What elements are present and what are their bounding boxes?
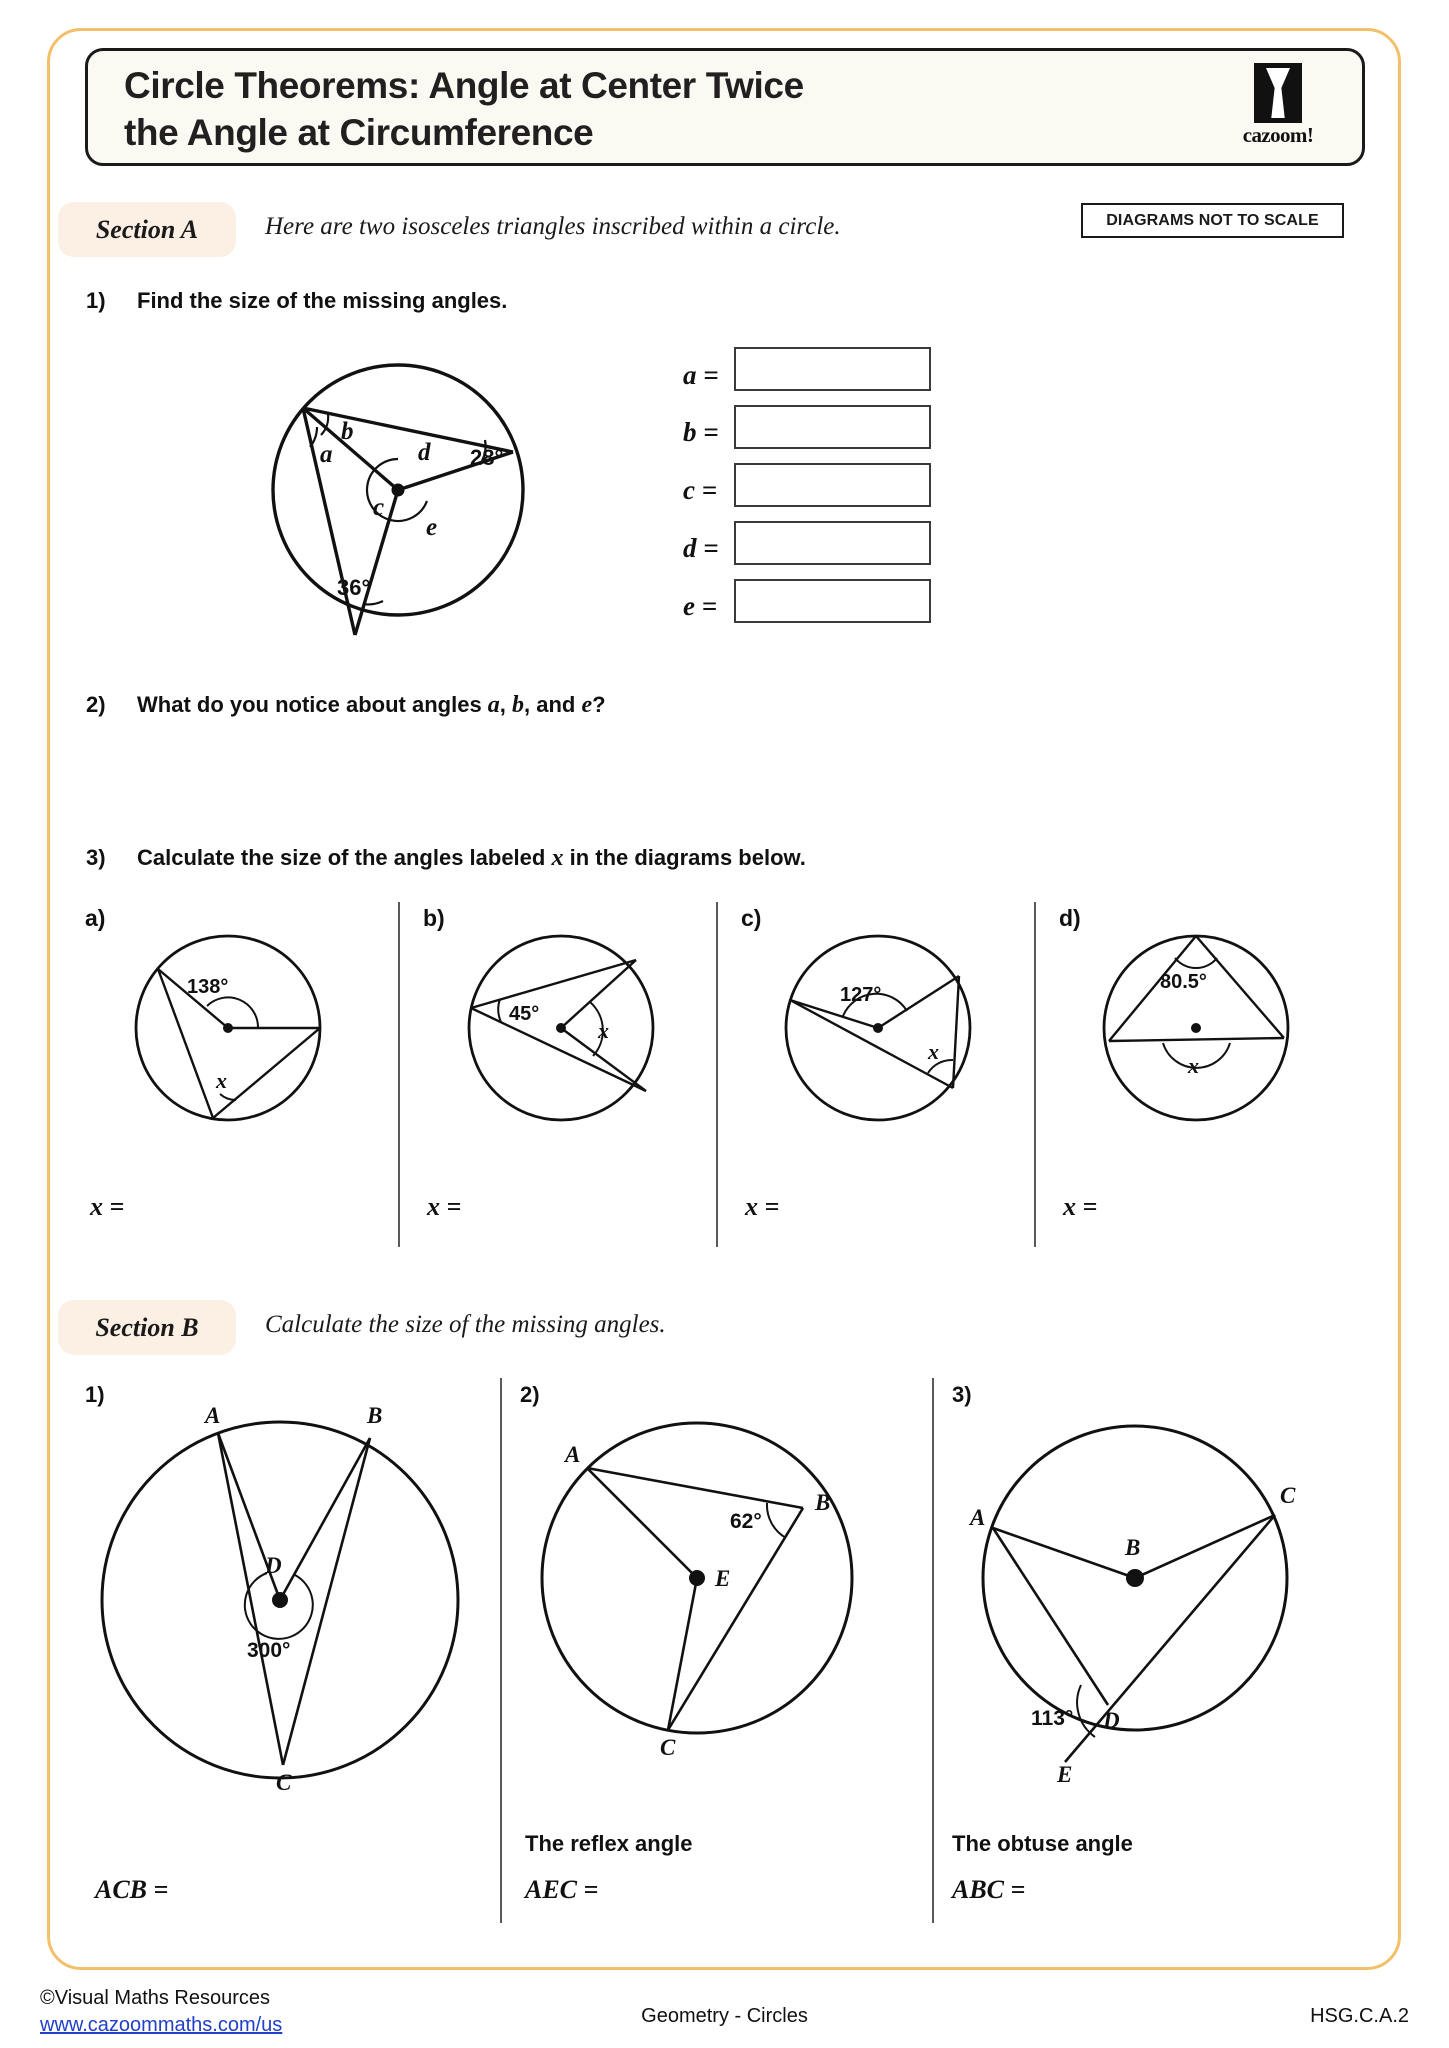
- q3-part-d-letter: d): [1059, 905, 1081, 931]
- q3-divider-1: [398, 902, 400, 1247]
- q3-part-c-diagram: [735, 928, 1025, 1128]
- question-2-sep2: , and: [524, 692, 582, 717]
- q1-label-b: b: [341, 418, 354, 445]
- section-b-3-point-B: B: [1125, 1535, 1141, 1560]
- section-b-3-point-E: E: [1057, 1762, 1073, 1787]
- section-b-1-given: 300°: [247, 1639, 291, 1662]
- q1-answer-label-b: b =: [683, 417, 719, 447]
- footer-website-link[interactable]: www.cazoommaths.com/us: [40, 2014, 283, 2036]
- question-2-var-a: a: [487, 692, 500, 718]
- section-b-item-2-diagram: [515, 1400, 895, 1770]
- section-b-subtitle: Calculate the size of the missing angles.: [265, 1311, 666, 1338]
- question-2-text: [137, 692, 606, 719]
- q3d-given: 80.5°: [1160, 971, 1207, 993]
- question-1-text: Find the size of the missing angles.: [137, 288, 508, 313]
- title-banner: [85, 48, 1365, 166]
- section-b-item-3-diagram: [945, 1400, 1345, 1800]
- section-b-3-point-C: C: [1280, 1483, 1296, 1508]
- q1-label-d: d: [418, 439, 431, 466]
- q1-circle-diagram: [255, 335, 575, 645]
- q1-answer-input-d[interactable]: [734, 521, 931, 565]
- section-b-item-1-answer-prompt: ACB =: [95, 1875, 169, 1904]
- q3-part-b-answer-prompt: x =: [427, 1192, 462, 1221]
- q3-divider-2: [716, 902, 718, 1247]
- question-2-var-b: b: [512, 692, 525, 718]
- q1-answer-label-c: c =: [683, 475, 718, 505]
- section-b-item-1-diagram: [95, 1395, 475, 1795]
- q1-answer-label-d: d =: [683, 533, 719, 563]
- q3a-given: 138°: [187, 976, 229, 998]
- q3-part-a-answer-prompt: x =: [90, 1192, 125, 1221]
- section-a-badge: Section A: [58, 202, 236, 257]
- section-b-3-point-A: A: [970, 1505, 986, 1530]
- q3c-given: 127°: [840, 984, 882, 1006]
- section-b-item-3-answer-prompt: ABC =: [952, 1875, 1026, 1904]
- section-b-1-point-D: D: [265, 1553, 282, 1578]
- section-a-subtitle: Here are two isosceles triangles inscribed within a circle.: [265, 213, 841, 240]
- page-title-line1: Circle Theorems: Angle at Center Twice: [124, 65, 804, 106]
- question-2-text-pre: What do you notice about angles: [137, 692, 488, 717]
- q1-label-e: e: [426, 514, 438, 541]
- q3-divider-3: [1034, 902, 1036, 1247]
- logo-wordmark: cazoom!: [1242, 123, 1314, 147]
- footer-topic: Geometry - Circles: [641, 2005, 808, 2027]
- section-b-3-given: 113°: [1031, 1707, 1074, 1730]
- page-title-line2: the Angle at Circumference: [124, 111, 594, 153]
- section-b-2-point-C: C: [660, 1735, 676, 1760]
- question-3-text: [137, 845, 806, 872]
- section-b-item-2-number: 2): [520, 1382, 540, 1407]
- hourglass-logo-icon: [1254, 63, 1302, 123]
- q1-answer-input-e[interactable]: [734, 579, 931, 623]
- q3-part-c-letter: c): [741, 905, 762, 931]
- q3-part-d-answer-prompt: x =: [1063, 1192, 1098, 1221]
- q1-answer-label-a: a =: [683, 360, 719, 390]
- diagrams-not-to-scale-note: DIAGRAMS NOT TO SCALE: [1081, 203, 1344, 238]
- q1-answer-input-b[interactable]: [734, 405, 931, 449]
- q1-label-a: a: [320, 441, 333, 468]
- section-b-2-given: 62°: [730, 1510, 762, 1533]
- question-1-number: 1): [86, 288, 106, 313]
- section-b-1-point-A: A: [205, 1403, 221, 1428]
- q3-part-b-letter: b): [423, 905, 445, 931]
- footer-standard-code: HSG.C.A.2: [1310, 2005, 1409, 2027]
- section-b-2-point-B: B: [815, 1490, 831, 1515]
- page-title: [124, 63, 1184, 156]
- q1-answer-input-c[interactable]: [734, 463, 931, 507]
- q3a-unknown: x: [216, 1068, 227, 1093]
- section-b-2-point-A: A: [565, 1442, 581, 1467]
- q1-answer-label-e: e =: [683, 591, 718, 621]
- cazoom-logo: [1224, 63, 1332, 155]
- section-b-3-point-D: D: [1103, 1708, 1120, 1733]
- section-b-divider-1: [500, 1378, 502, 1923]
- section-b-1-point-C: C: [276, 1770, 292, 1795]
- question-2-number: 2): [86, 692, 106, 717]
- q3-part-b-diagram: [418, 928, 708, 1128]
- section-b-item-2-answer-prompt: AEC =: [525, 1875, 599, 1904]
- q1-given-36: 36°: [337, 575, 371, 600]
- q3c-unknown: x: [928, 1039, 939, 1064]
- section-b-item-2-caption: The reflex angle: [525, 1831, 693, 1856]
- q3-part-c-answer-prompt: x =: [745, 1192, 780, 1221]
- question-3-text-pre: Calculate the size of the angles labeled: [137, 845, 552, 870]
- q1-answer-input-a[interactable]: [734, 347, 931, 391]
- section-b-badge: Section B: [58, 1300, 236, 1355]
- q3d-unknown: x: [1188, 1053, 1199, 1078]
- question-3-text-post: in the diagrams below.: [563, 845, 806, 870]
- question-3-number: 3): [86, 845, 106, 870]
- q3-part-d-diagram: [1053, 928, 1343, 1128]
- section-b-divider-2: [932, 1378, 934, 1923]
- q1-label-c: c: [373, 494, 385, 521]
- question-2-text-post: ?: [592, 692, 606, 717]
- q3-part-a-letter: a): [85, 905, 106, 931]
- q3-part-a-diagram: [85, 928, 375, 1128]
- question-2-var-e: e: [581, 692, 593, 718]
- section-b-item-1-number: 1): [85, 1382, 105, 1407]
- question-2-answer-space[interactable]: [137, 725, 1037, 815]
- section-b-item-3-caption: The obtuse angle: [952, 1831, 1133, 1856]
- q3b-unknown: x: [598, 1018, 609, 1043]
- footer-copyright: ©Visual Maths Resources: [40, 1987, 271, 2009]
- section-b-2-point-E: E: [715, 1566, 731, 1591]
- question-2-sep1: ,: [499, 692, 513, 717]
- q1-given-28: 28°: [470, 445, 504, 470]
- section-b-1-point-B: B: [367, 1403, 383, 1428]
- q3b-given: 45°: [509, 1003, 540, 1025]
- section-b-item-3-number: 3): [952, 1382, 972, 1407]
- question-3-var-x: x: [551, 845, 564, 871]
